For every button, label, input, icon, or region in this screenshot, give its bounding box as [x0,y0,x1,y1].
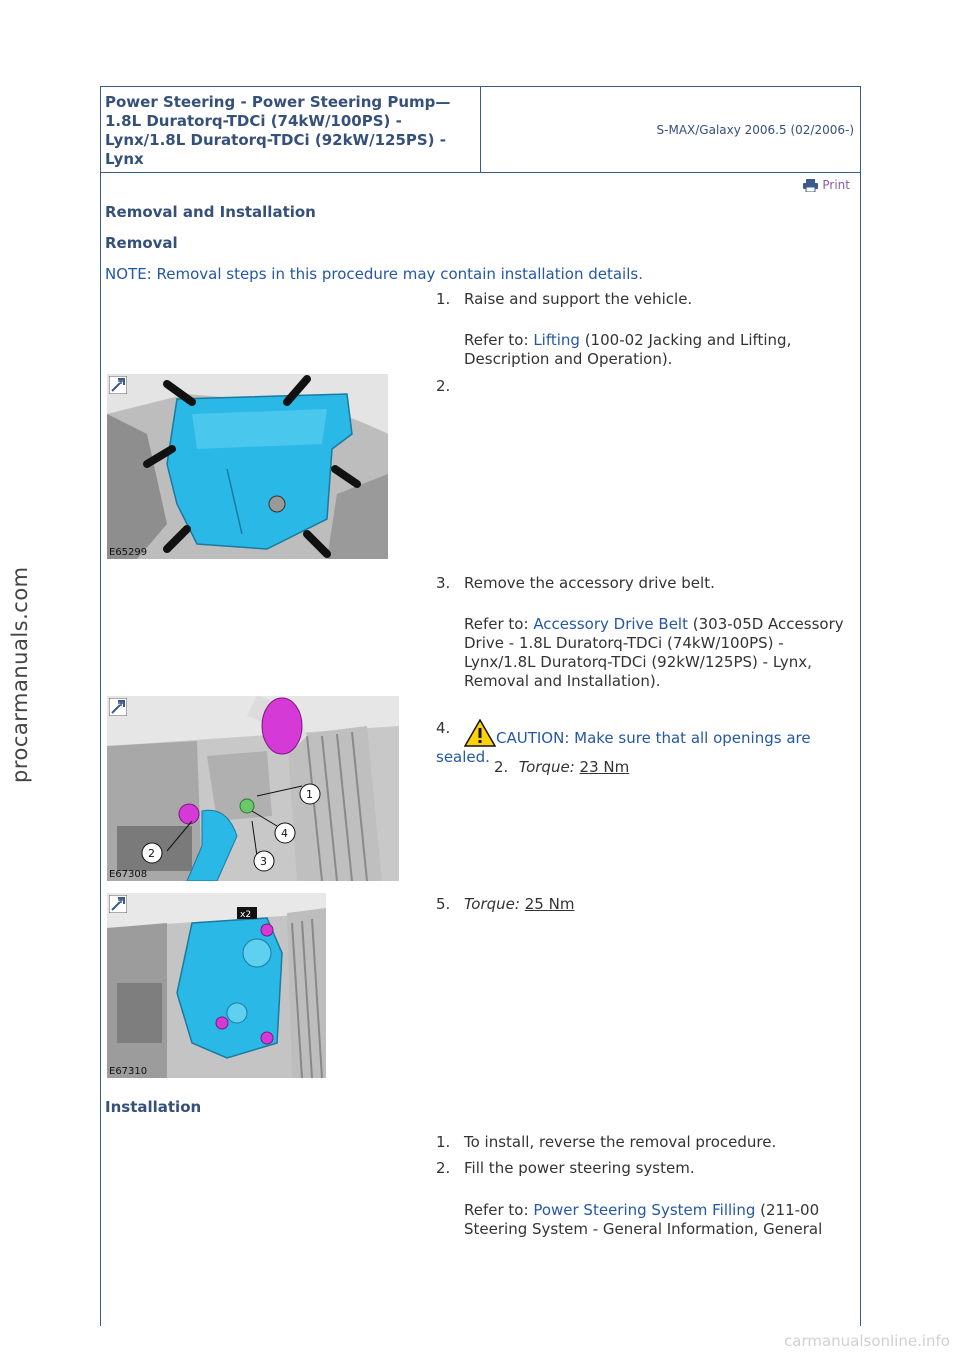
link-lifting[interactable]: Lifting [533,331,580,349]
vehicle-model: S-MAX/Galaxy 2006.5 (02/2006-) [656,122,854,137]
heading-removal: Removal [105,234,178,252]
refer-suffix: (100-02 Jacking and Lifting, Description and Operation). [464,331,792,368]
printer-icon [803,179,818,192]
page-title: Power Steering - Power Steering Pump—1.8L Duratorq-TDCi (74kW/100PS) - Lynx/1.8L Duratorq-TDCi (92kW/125PS) - Lynx [101,87,481,172]
refer-suffix: (211-00 Steering System - General Information, General [464,1201,823,1238]
quantity-badge: x2 [240,910,252,920]
step-number: 1. [436,290,451,308]
callout-3: 3 [260,855,267,868]
removal-step-3 [436,574,715,593]
step-number: 2. [436,1159,451,1177]
figure-code: E65299 [109,547,148,558]
removal-step-4-torque [494,758,629,777]
print-label: Print [822,178,850,192]
removal-step-5 [436,895,574,914]
step-text: Remove the accessory drive belt. [464,574,715,592]
callout-4: 4 [281,827,288,840]
callout-1: 1 [306,788,313,801]
step-text: Raise and support the vehicle. [464,290,693,308]
undershield-illustration [107,374,388,559]
installation-step-2 [436,1159,695,1178]
step-text: Fill the power steering system. [464,1159,695,1177]
caution-warning-icon [464,719,496,747]
step-number: 2. [436,377,451,395]
torque-value: 25 Nm [524,895,575,913]
heading-installation: Installation [105,1098,202,1116]
step-number: 5. [436,895,451,913]
watermark-procarmanuals: procarmanuals.com [8,566,32,784]
caution-text: CAUTION: Make sure that all openings are sealed. [436,729,811,766]
link-accessory-drive-belt[interactable]: Accessory Drive Belt [533,615,688,633]
torque-label: Torque: [464,895,520,913]
step-number: 4. [436,719,451,737]
note-text: NOTE: Removal steps in this procedure may contain installation details. [105,265,643,283]
pump-mounting-illustration [107,893,326,1078]
refer-suffix: (303-05D Accessory Drive - 1.8L Duratorq-TDCi (74kW/100PS) - Lynx/1.8L Duratorq-TDCi (92kW/125PS) - Lynx, Removal and Installation). [464,615,844,690]
step-number: 1. [436,1133,451,1151]
zoom-icon[interactable] [109,895,127,913]
removal-step-2 [436,377,464,396]
step-text: To install, reverse the removal procedure. [464,1133,777,1151]
callout-2: 2 [148,847,155,860]
pump-hose-illustration [107,696,399,881]
document-page [100,86,861,1326]
refer-to-lifting [464,331,859,369]
figure-code: E67308 [109,869,148,880]
torque-label: Torque: [518,758,575,776]
refer-prefix: Refer to: [464,1201,534,1219]
refer-prefix: Refer to: [464,331,534,349]
torque-value: 23 Nm [579,758,630,776]
document-header [101,87,860,173]
watermark-carmanualsonline: carmanualsonline.info [784,1332,950,1350]
print-button[interactable] [803,178,850,192]
figure-e65299[interactable] [107,374,388,559]
zoom-icon[interactable] [109,376,127,394]
figure-code: E67310 [109,1066,148,1077]
refer-to-accessory-drive-belt [464,615,859,691]
refer-prefix: Refer to: [464,615,534,633]
refer-to-power-steering-filling [464,1201,859,1239]
figure-e67310[interactable] [107,893,326,1078]
step-number: 3. [436,574,451,592]
heading-removal-installation: Removal and Installation [105,203,316,221]
substep-number: 2. [494,758,509,776]
zoom-icon[interactable] [109,698,127,716]
figure-e67308[interactable] [107,696,399,881]
removal-step-1 [436,290,692,309]
link-power-steering-system-filling[interactable]: Power Steering System Filling [533,1201,756,1219]
installation-step-1 [436,1133,776,1152]
